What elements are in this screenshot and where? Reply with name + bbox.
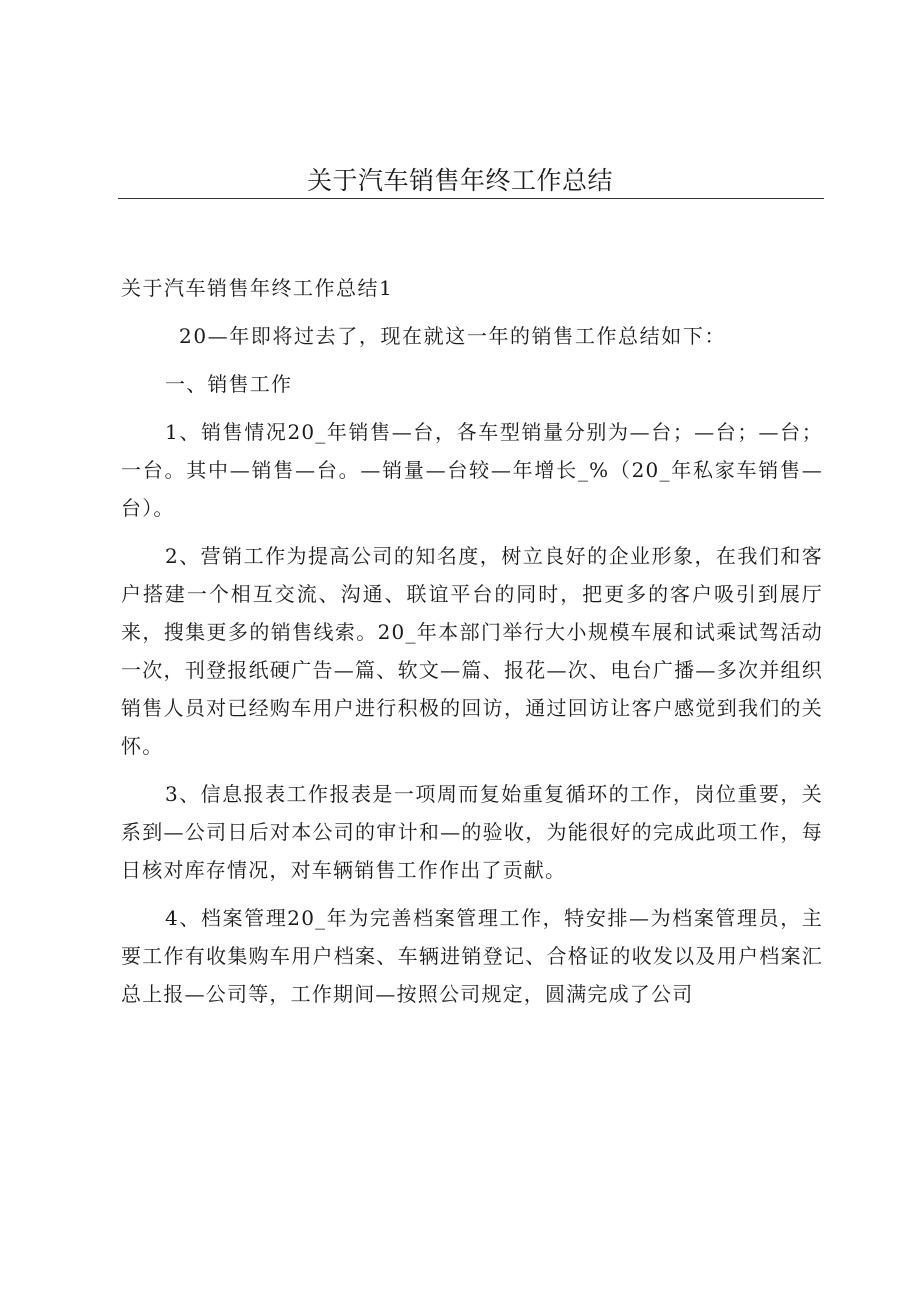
- document-body: [121, 269, 823, 1023]
- paragraph-archive-management: 4、档案管理20_年为完善档案管理工作，特安排—为档案管理员，主要工作有收集购车用户档案、车辆进销登记、合格证的收发以及用户档案汇总上报—公司等，工作期间—按照公司规定，圆满完成了公司: [121, 906, 823, 1006]
- section-heading: 关于汽车销售年终工作总结1: [121, 276, 394, 300]
- paragraph-info-reports: 3、信息报表工作报表是一项周而复始重复循环的工作，岗位重要，关系到—公司日后对本公司的审计和—的验收，为能很好的完成此项工作，每日核对库存情况，对车辆销售工作作出了贡献。: [121, 782, 823, 882]
- paragraph-sales-situation: 1、销售情况20_年销售—台，各车型销量分别为—台；—台；—台；一台。其中—销售—台。—销量—台较—年增长_%（20_年私家车销售—台）。: [121, 420, 823, 520]
- document-title: 关于汽车销售年终工作总结: [306, 166, 613, 195]
- subheading-sales-work: 一、销售工作: [165, 372, 293, 396]
- title-underline: [118, 198, 824, 199]
- paragraph-marketing-work: 2、营销工作为提高公司的知名度，树立良好的企业形象，在我们和客户搭建一个相互交流、沟通、联谊平台的同时，把更多的客户吸引到展厅来，搜集更多的销售线索。20_年本部门举行大小规模车展和试乘试驾活动一次，刊登报纸硬广告—篇、软文—篇、报花—次、电台广播—多次并组织销售人员对已经购车用户进行积极的回访，通过回访让客户感觉到我们的关怀。: [121, 544, 823, 758]
- intro-paragraph: 20—年即将过去了，现在就这一年的销售工作总结如下：: [179, 324, 727, 348]
